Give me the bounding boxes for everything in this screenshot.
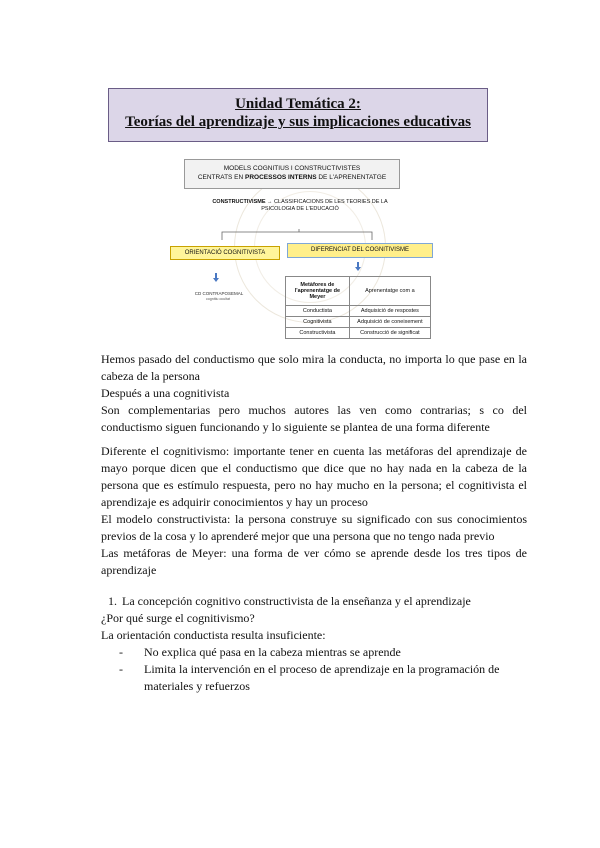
paragraph: El modelo constructivista: la persona construye su significado con sus conocimientos previos de la cosa y lo aprenderé mejor que una persona que no tengo nada previo [101,512,527,543]
paragraph: Las metáforas de Meyer: una forma de ver cómo se aprende desde los tres tipos de aprendizaje [101,546,527,577]
paragraph: Después a una cognitivista [101,386,230,400]
table-cell: Conductista [286,306,350,317]
table-cell: Constructivista [286,328,350,339]
contraposal-sublabel: cognitiu ocultat [206,297,230,301]
branch-line [222,232,372,240]
table-cell: Adquisició de coneixement [349,317,430,328]
table-cell: Cognitivista [286,317,350,328]
body-text [101,351,527,695]
dash-list [101,644,527,695]
meyer-table [285,276,431,339]
dash-list-item [119,661,527,695]
title-box [108,88,488,142]
constructivism-label [210,199,390,213]
list-item-text: La concepción cognitivo constructivista de la enseñanza y el aprendizaje [122,594,471,608]
arrow-down-icon [213,273,219,282]
paragraph: Hemos pasado del conductismo que solo mira la conducta, no importa lo que pase en la cabeza de la persona [101,352,527,383]
table-cell: Adquisició de respostes [349,306,430,317]
constructivism-bold: CONSTRUCTIVISME [212,199,266,205]
paragraph: Son complementarias pero muchos autores las ven como contrarias; s co del conductismo siguen funcionando y lo siguiente se plantea de una forma diferente [101,403,527,434]
diferenciat-box: DIFERENCIAT DEL COGNITIVISME [287,243,433,258]
dash-bullet: - [119,662,123,676]
arrow-down-icon [355,262,361,271]
table-row [286,317,431,328]
dash-list-item [119,644,527,661]
models-line2-post: DE L'APRENENTATGE [316,174,387,181]
table-cell: Construcció de significat [349,328,430,339]
constructivism-rest: → CLASSIFICACIONS DE LES TEORIES DE LA PSICOLOGIA DE L'EDUCACIÓ [261,199,388,212]
unit-subtitle: Teorías del aprendizaje y sus implicaciones educativas [125,114,471,130]
table-row [286,306,431,317]
models-box-line1: MODELS COGNITIUS I CONSTRUCTIVISTES [223,165,361,172]
unit-title: Unidad Temática 2: [235,96,361,112]
paragraph: Diferente el cognitivismo: importante tener en cuenta las metáforas del aprendizaje de mayo porque dicen que el conductismo que dice que no hay nada en la cabeza de la persona que es estímulo respuesta, pero no hay mucho en la persona; el cognitivista el aprendizaje es adquirir conocimientos y hay un proceso [101,444,527,509]
question: ¿Por qué surge el cognitivismo? [101,611,255,625]
models-box-line2 [185,173,399,182]
models-line2-pre: CENTRATS EN [197,174,246,181]
branch-bracket [182,229,376,241]
concept-diagram [170,155,438,345]
models-line2-bold: PROCESSOS INTERNS [245,174,317,181]
dash-bullet: - [119,645,123,659]
table-header: Aprenentatge com a [349,277,430,306]
list-number: 1. [108,594,117,608]
models-box [184,159,400,189]
numbered-list-item [101,593,527,610]
table-header-row [286,277,431,306]
statement: La orientación conductista resulta insuficiente: [101,628,326,642]
dash-item-text: No explica qué pasa en la cabeza mientras se aprende [144,645,401,659]
table-header: Metàfores de l'aprenentatge de Meyer [286,277,350,306]
dash-item-text: Limita la intervención en el proceso de aprendizaje en la programación de materiales y refuerzos [144,662,500,693]
contraposal-label: CD CONTRAPOSEMAL [194,291,244,296]
orientacio-box: ORIENTACIÓ COGNITIVISTA [170,246,280,260]
table-row [286,328,431,339]
